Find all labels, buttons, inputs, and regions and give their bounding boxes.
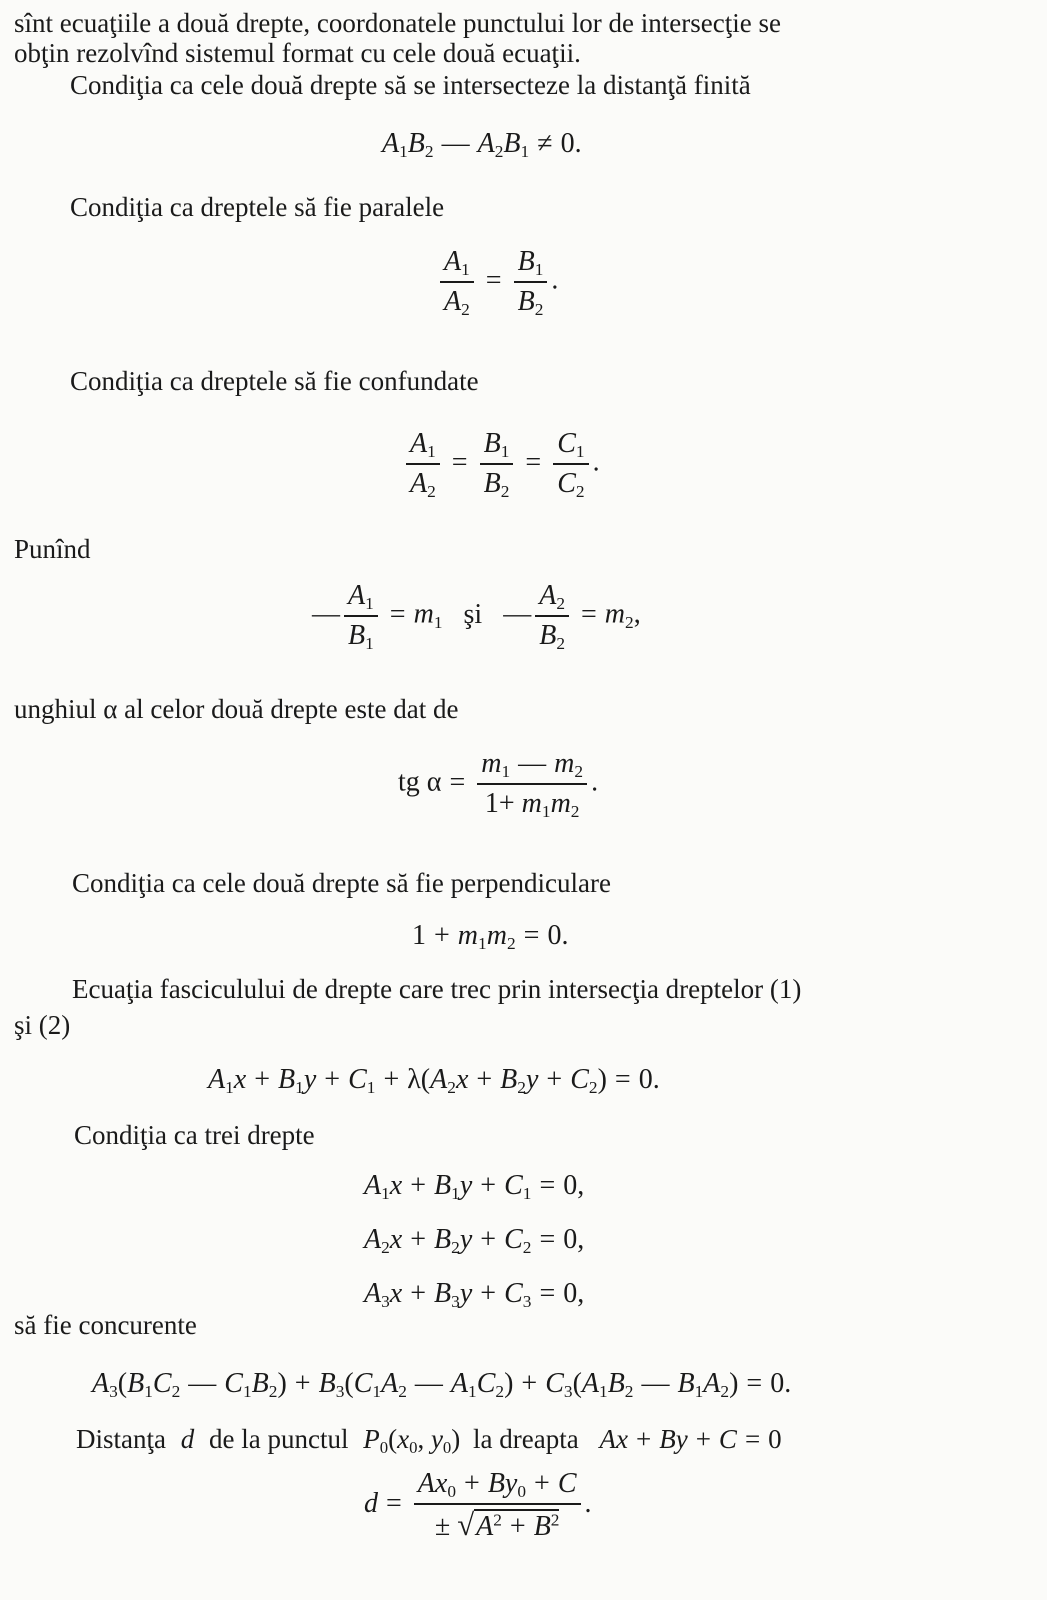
- text-line: şi (2): [14, 1010, 71, 1040]
- equation-concurrent: $A_3(B_1C_2$ — $C_1B_2) + B_3(C_1A_2$ — $A_1C_2) + C_3(A_1B_2$ — $B_1A_2) = 0$.: [92, 1368, 792, 1402]
- text-line: Condiţia ca cele două drepte să se intersecteze la distanţă finită: [70, 70, 751, 100]
- text-line: Condiţia ca cele două drepte să fie perpendiculare: [72, 868, 611, 898]
- equation-line-2: $A_2x + B_2y + C_2 = 0$,: [364, 1224, 585, 1258]
- text-line: sînt ecuaţiile a două drepte, coordonatele punctului lor de intersecţie se: [14, 8, 781, 38]
- text-line: Ecuaţia fasciculului de drepte care trec prin intersecţia dreptelor (1): [72, 974, 802, 1004]
- text-line: unghiul α al celor două drepte este dat de: [14, 694, 459, 724]
- text-line: Punînd: [14, 534, 91, 564]
- text-line: obţin rezolvînd sistemul format cu cele două ecuaţii.: [14, 38, 581, 68]
- equation-finite-intersection: $A_1B_2$ — $A_2B_1 \ne 0$.: [382, 128, 582, 162]
- conjunction-si: şi: [463, 598, 483, 630]
- equation-coincident: $\frac{A_1}{A_2}$ = $\frac{B_1}{B_2}$ = $\frac{C_1}{C_2}$ .: [402, 428, 600, 500]
- text-fragment: de la punctul: [208, 1424, 349, 1454]
- equation-distance: d = $\frac{Ax_0 + By_0 + C}{\pm √A^2 + B^2}$ .: [364, 1468, 592, 1543]
- text-fragment: Distanţa: [76, 1424, 166, 1454]
- equation-parallel: $\frac{A_1}{A_2}$ = $\frac{B_1}{B_2}$ .: [436, 246, 558, 318]
- equation-line-3: $A_3x + B_3y + C_3 = 0$,: [364, 1278, 585, 1312]
- distance-sentence: Distanţa d de la punctul $P_0(x_0$, $y_0$) la dreapta Ax + By + C = 0: [76, 1424, 782, 1458]
- text-line: să fie concurente: [14, 1310, 197, 1340]
- equation-angle: tg α = $\frac{m_1 — m_2}{1+ m_1m_2}$ .: [398, 748, 599, 822]
- text-line: Condiţia ca dreptele să fie paralele: [70, 192, 445, 222]
- text-line: Condiţia ca trei drepte: [74, 1120, 315, 1150]
- equation-slopes: — $\frac{A_1}{B_1}$ = $m_1$ şi — $\frac{A_2}{B_2}$ = $m_2$,: [312, 580, 641, 654]
- text-fragment: la dreapta: [473, 1424, 579, 1454]
- text-line: Condiţia ca dreptele să fie confundate: [70, 366, 479, 396]
- equation-pencil: $A_1x + B_1y + C_1 + \lambda(A_2x + B_2y + C_2) = 0$.: [208, 1064, 660, 1098]
- equation-line-1: $A_1x + B_1y + C_1 = 0$,: [364, 1170, 585, 1204]
- equation-perpendicular: $1 + m_1m_2 = 0$.: [412, 920, 569, 954]
